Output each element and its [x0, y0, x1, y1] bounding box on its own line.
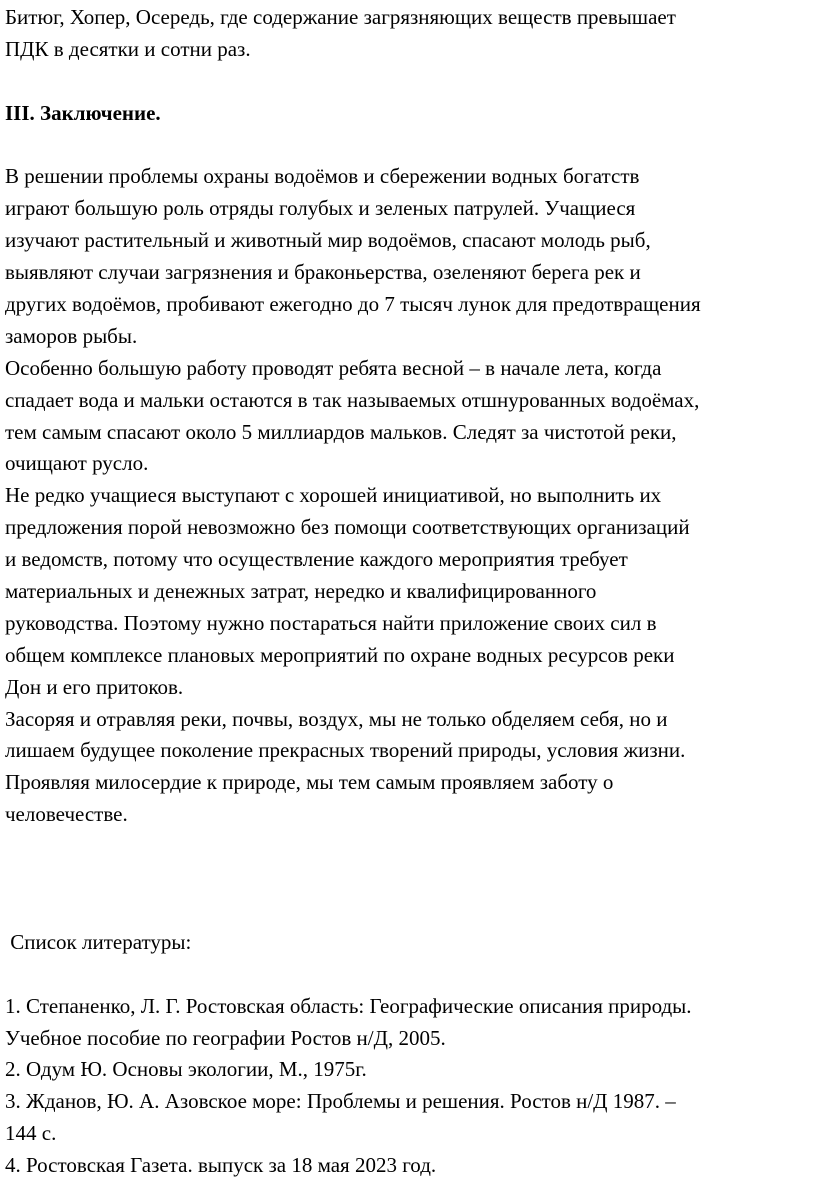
text-line: Засоряя и отравляя реки, почвы, воздух, мы не только обделяем себя, но и — [5, 706, 668, 731]
blank-line — [5, 66, 815, 98]
paragraph — [5, 480, 815, 703]
text-line: Не редко учащиеся выступают с хорошей инициативой, но выполнить их — [5, 483, 662, 508]
references-heading: Список литературы: — [5, 929, 192, 954]
text-line: заморов рыбы. — [5, 323, 138, 348]
reference-line: Учебное пособие по географии Ростов н/Д, 2005. — [5, 1025, 446, 1050]
references-list — [5, 991, 815, 1182]
text-line: человечестве. — [5, 802, 128, 827]
document-page — [5, 2, 815, 1182]
reference-line: 144 с. — [5, 1121, 57, 1146]
text-line: общем комплексе плановых мероприятий по охране водных ресурсов реки — [5, 642, 675, 667]
text-line: предложения порой невозможно без помощи соответствующих организаций — [5, 515, 690, 540]
paragraph — [5, 704, 815, 832]
text-line: Дон и его притоков. — [5, 674, 184, 699]
text-line: и ведомств, потому что осуществление каждого мероприятия требует — [5, 547, 628, 572]
reference-line: 1. Степаненко, Л. Г. Ростовская область: Географические описания природы. — [5, 993, 692, 1018]
text-line: тем самым спасают около 5 миллиардов мальков. Следят за чистотой реки, — [5, 419, 677, 444]
text-line: ПДК в десятки и сотни раз. — [5, 36, 251, 61]
text-line: Особенно большую работу проводят ребята весной – в начале лета, когда — [5, 355, 662, 380]
section-heading: III. Заключение. — [5, 100, 161, 125]
blank-line — [5, 130, 815, 162]
text-line: других водоёмов, пробивают ежегодно до 7 тысяч лунок для предотвращения — [5, 292, 701, 317]
blank-line — [5, 895, 815, 927]
blank-line — [5, 831, 815, 863]
text-line: играют большую роль отряды голубых и зеленых патрулей. Учащиеся — [5, 196, 636, 221]
blank-line — [5, 863, 815, 895]
text-line: В решении проблемы охраны водоёмов и сбережении водных богатств — [5, 164, 640, 189]
text-line: очищают русло. — [5, 451, 149, 476]
reference-line: 3. Жданов, Ю. А. Азовское море: Проблемы и решения. Ростов н/Д 1987. – — [5, 1089, 676, 1114]
text-line: Проявляя милосердие к природе, мы тем самым проявляем заботу о — [5, 770, 614, 795]
reference-line: 4. Ростовская Газета. выпуск за 18 мая 2023 год. — [5, 1153, 437, 1178]
text-line: материальных и денежных затрат, нередко и квалифицированного — [5, 579, 597, 604]
text-line: руководства. Поэтому нужно постараться найти приложение своих сил в — [5, 610, 657, 635]
blank-line — [5, 959, 815, 991]
text-line: выявляют случаи загрязнения и браконьерства, озеленяют берега рек и — [5, 260, 641, 285]
paragraph — [5, 353, 815, 481]
text-line: лишаем будущее поколение прекрасных творений природы, условия жизни. — [5, 738, 686, 763]
text-line: изучают растительный и животный мир водоёмов, спасают молодь рыб, — [5, 228, 651, 253]
text-line: спадает вода и мальки остаются в так называемых отшнурованных водоёмах, — [5, 387, 700, 412]
text-line: Битюг, Хопер, Осередь, где содержание загрязняющих веществ превышает — [5, 5, 676, 29]
reference-line: 2. Одум Ю. Основы экологии, М., 1975г. — [5, 1057, 367, 1082]
paragraph — [5, 161, 815, 352]
